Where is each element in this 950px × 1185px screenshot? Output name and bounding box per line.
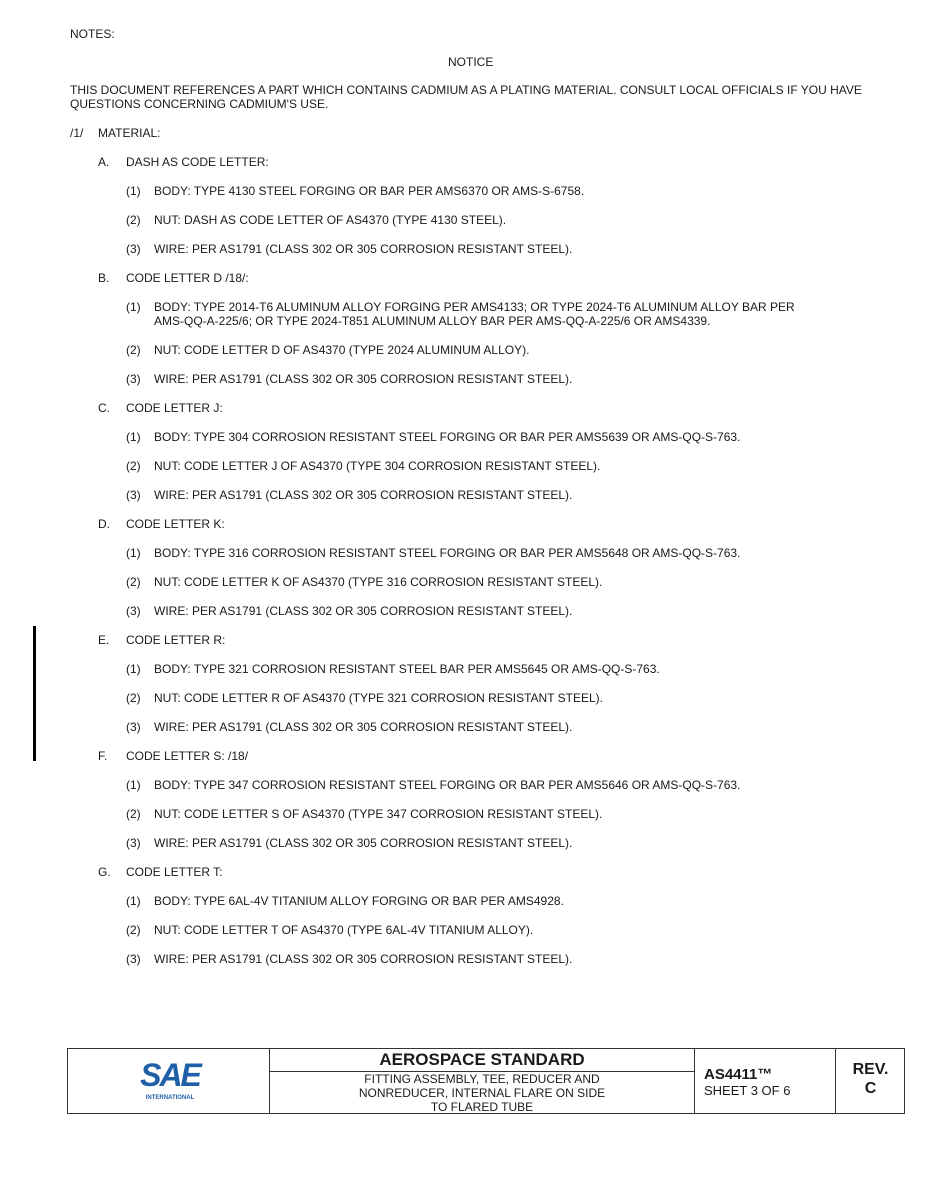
item-number: (1) (126, 184, 141, 198)
item-text: NUT: DASH AS CODE LETTER OF AS4370 (TYPE 4130 STEEL). (154, 213, 507, 227)
change-bar (33, 626, 36, 761)
item-text: BODY: TYPE 6AL-4V TITANIUM ALLOY FORGING OR BAR PER AMS4928. (154, 894, 564, 908)
revision-label: REV. (852, 1061, 889, 1078)
item-number: (2) (126, 807, 141, 821)
item-number: (3) (126, 952, 141, 966)
item-text: BODY: TYPE 2014-T6 ALUMINUM ALLOY FORGING PER AMS4133; OR TYPE 2024-T6 ALUMINUM ALLOY BAR PER (154, 300, 795, 314)
sheet-number: SHEET 3 OF 6 (704, 1083, 791, 1098)
item-text: NUT: CODE LETTER K OF AS4370 (TYPE 316 CORROSION RESISTANT STEEL). (154, 575, 603, 589)
item-number: (1) (126, 430, 141, 444)
notes-label: NOTES: (70, 27, 115, 41)
item-number: (3) (126, 488, 141, 502)
section-letter: D. (98, 517, 110, 531)
item-text: NUT: CODE LETTER S OF AS4370 (TYPE 347 CORROSION RESISTANT STEEL). (154, 807, 603, 821)
item-number: (3) (126, 604, 141, 618)
title-block-logo-cell (68, 1049, 270, 1113)
material-ref: /1/ (70, 126, 84, 140)
item-text: BODY: TYPE 321 CORROSION RESISTANT STEEL BAR PER AMS5645 OR AMS-QQ-S-763. (154, 662, 660, 676)
item-number: (1) (126, 894, 141, 908)
item-text: WIRE: PER AS1791 (CLASS 302 OR 305 CORROSION RESISTANT STEEL). (154, 836, 573, 850)
title-block-title-cell (270, 1049, 695, 1113)
description-line: FITTING ASSEMBLY, TEE, REDUCER AND (364, 1072, 600, 1086)
item-number: (2) (126, 213, 141, 227)
item-number: (3) (126, 720, 141, 734)
item-text: WIRE: PER AS1791 (CLASS 302 OR 305 CORROSION RESISTANT STEEL). (154, 242, 573, 256)
section-letter: E. (98, 633, 110, 647)
item-number: (1) (126, 300, 141, 314)
item-number: (2) (126, 575, 141, 589)
item-text: BODY: TYPE 4130 STEEL FORGING OR BAR PER AMS6370 OR AMS-S-6758. (154, 184, 585, 198)
item-text: NUT: CODE LETTER D OF AS4370 (TYPE 2024 ALUMINUM ALLOY). (154, 343, 530, 357)
section-letter: A. (98, 155, 110, 169)
notice-heading: NOTICE (448, 55, 494, 69)
sae-logo-icon (136, 1059, 204, 1103)
section-title: CODE LETTER R: (126, 633, 226, 647)
item-number: (1) (126, 546, 141, 560)
revision-value: C (864, 1080, 877, 1097)
item-text: NUT: CODE LETTER T OF AS4370 (TYPE 6AL-4V TITANIUM ALLOY). (154, 923, 534, 937)
section-letter: B. (98, 271, 110, 285)
item-number: (3) (126, 836, 141, 850)
sae-logo-text: SAE (140, 1059, 200, 1093)
document-number: AS4411™ (704, 1066, 773, 1083)
section-title: DASH AS CODE LETTER: (126, 155, 269, 169)
item-text: BODY: TYPE 316 CORROSION RESISTANT STEEL FORGING OR BAR PER AMS5648 OR AMS-QQ-S-763. (154, 546, 741, 560)
item-text: AMS-QQ-A-225/6; OR TYPE 2024-T851 ALUMINUM ALLOY BAR PER AMS-QQ-A-225/6 OR AMS4339. (154, 314, 711, 328)
item-number: (3) (126, 372, 141, 386)
item-number: (2) (126, 923, 141, 937)
item-text: WIRE: PER AS1791 (CLASS 302 OR 305 CORROSION RESISTANT STEEL). (154, 952, 573, 966)
item-text: WIRE: PER AS1791 (CLASS 302 OR 305 CORROSION RESISTANT STEEL). (154, 720, 573, 734)
item-text: BODY: TYPE 304 CORROSION RESISTANT STEEL FORGING OR BAR PER AMS5639 OR AMS-QQ-S-763. (154, 430, 741, 444)
item-number: (2) (126, 691, 141, 705)
section-title: CODE LETTER T: (126, 865, 223, 879)
section-letter: C. (98, 401, 110, 415)
notice-body: THIS DOCUMENT REFERENCES A PART WHICH CONTAINS CADMIUM AS A PLATING MATERIAL. CONSULT LOCAL OFFICIALS IF YOU HAVE QUESTIONS CONCERNING CADMIUM'S USE. (70, 83, 862, 111)
item-number: (3) (126, 242, 141, 256)
section-title: CODE LETTER D /18/: (126, 271, 249, 285)
section-title: CODE LETTER K: (126, 517, 225, 531)
item-text: WIRE: PER AS1791 (CLASS 302 OR 305 CORROSION RESISTANT STEEL). (154, 488, 573, 502)
section-title: CODE LETTER J: (126, 401, 223, 415)
item-number: (2) (126, 343, 141, 357)
item-text: NUT: CODE LETTER J OF AS4370 (TYPE 304 CORROSION RESISTANT STEEL). (154, 459, 601, 473)
item-text: WIRE: PER AS1791 (CLASS 302 OR 305 CORROSION RESISTANT STEEL). (154, 604, 573, 618)
item-text: WIRE: PER AS1791 (CLASS 302 OR 305 CORROSION RESISTANT STEEL). (154, 372, 573, 386)
title-block-rev-cell (836, 1049, 905, 1113)
title-block (67, 1048, 905, 1114)
description-line: NONREDUCER, INTERNAL FLARE ON SIDE (358, 1086, 606, 1100)
aerospace-standard-heading: AEROSPACE STANDARD (270, 1049, 694, 1072)
item-number: (1) (126, 662, 141, 676)
description-line: TO FLARED TUBE (430, 1100, 534, 1114)
document-description (270, 1072, 694, 1114)
section-title: CODE LETTER S: /18/ (126, 749, 249, 763)
section-letter: F. (98, 749, 108, 763)
title-block-doc-cell (695, 1049, 836, 1113)
material-label: MATERIAL: (98, 126, 161, 140)
sae-logo-subtext: INTERNATIONAL (145, 1095, 195, 1101)
item-text: BODY: TYPE 347 CORROSION RESISTANT STEEL FORGING OR BAR PER AMS5646 OR AMS-QQ-S-763. (154, 778, 741, 792)
item-number: (2) (126, 459, 141, 473)
section-letter: G. (98, 865, 111, 879)
item-text: NUT: CODE LETTER R OF AS4370 (TYPE 321 CORROSION RESISTANT STEEL). (154, 691, 603, 705)
item-number: (1) (126, 778, 141, 792)
